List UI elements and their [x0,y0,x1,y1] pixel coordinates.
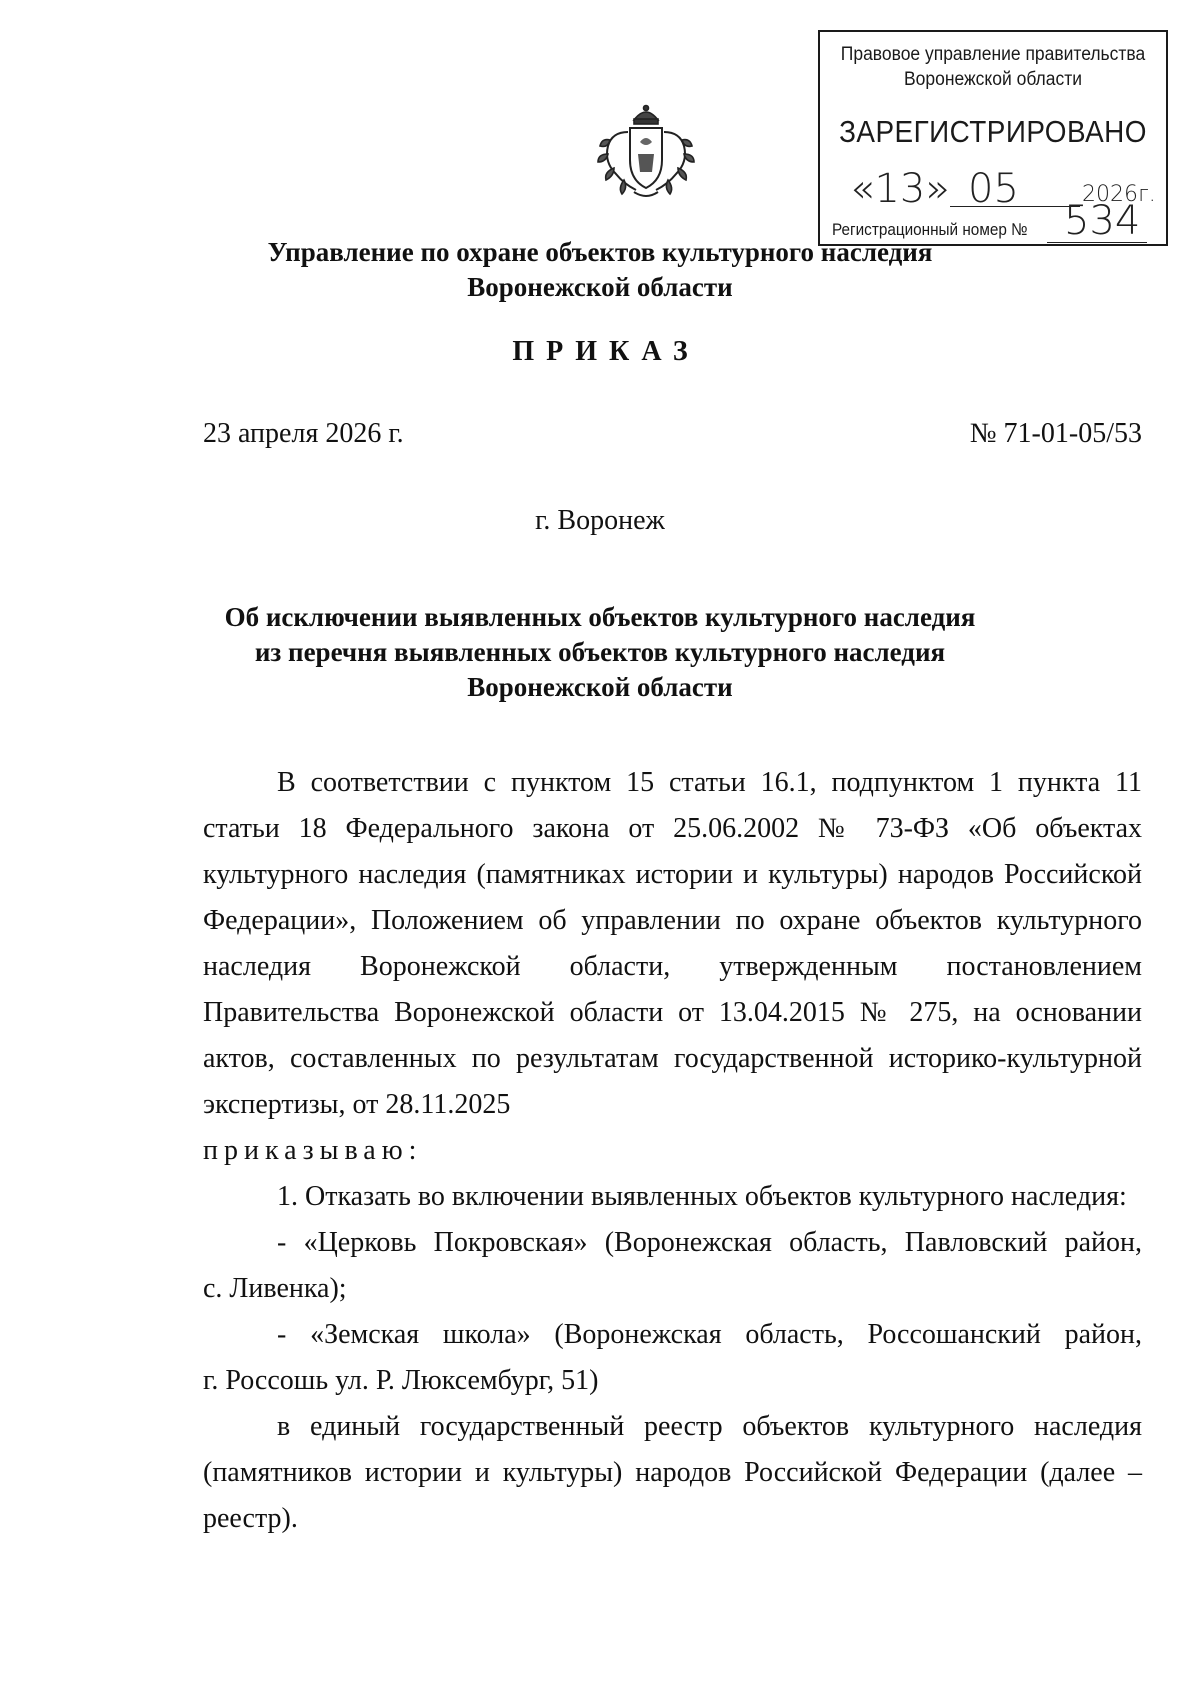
stamp-day: «13» [850,166,950,212]
stamp-org-line1: Правовое управление правительства [840,44,1146,65]
preamble-paragraph [203,760,1142,1128]
registration-stamp [818,30,1168,246]
document-number: № 71-01-05/53 [969,418,1142,449]
object-2-line: г. Россошь ул. Р. Люксембург, 51) [203,1365,599,1396]
conclusion-line: (памятников истории и культуры) народов Российской Федерации (далее – [203,1457,1142,1488]
title-line1: Об исключении выявленных объектов культурного наследия [224,602,976,632]
organization-name-line1: Управление по охране объектов культурного наследия [267,237,933,267]
object-1-line: - «Церковь Покровская» (Воронежская область, Павловский район, [277,1227,1142,1258]
document-type: ПРИКАЗ [512,336,700,367]
organization-name [0,235,1200,305]
preamble-line: экспертизы, от 28.11.2025 [203,1089,511,1120]
document-date: 23 апреля 2026 г. [203,418,404,449]
object-1-line: с. Ливенка); [203,1273,347,1304]
object-1 [203,1220,1142,1312]
stamp-title: ЗАРЕГИСТРИРОВАНО [839,114,1147,149]
stamp-reg-number: 534 [1064,198,1141,244]
stamp-reg-label: Регистрационный номер № [832,220,1028,239]
preamble-line: культурного наследия (памятниках истории и культуры) народов Российской [203,859,1142,890]
title-line2: из перечня выявленных объектов культурного наследия [254,637,946,667]
preamble-line: наследия Воронежской области, утвержденным постановлением [203,951,1142,982]
document-body [203,760,1142,1542]
item-1: 1. Отказать во включении выявленных объектов культурного наследия: [277,1181,1127,1212]
stamp-organization [834,42,1152,92]
title-line3: Воронежской области [467,672,733,702]
document-title [0,600,1200,705]
stamp-month-line [950,206,1080,207]
order-word: приказываю: [203,1135,423,1166]
preamble-line: В соответствии с пунктом 15 статьи 16.1, подпунктом 1 пункта 11 [277,767,1142,798]
stamp-month: 05 [968,166,1019,212]
stamp-year: 2026г. [1082,182,1156,207]
object-2-line: - «Земская школа» (Воронежская область, Россошанский район, [277,1319,1142,1350]
preamble-line: статьи 18 Федерального закона от 25.06.2002 № 73-ФЗ «Об объектах [203,813,1142,844]
object-2 [203,1312,1142,1404]
organization-name-line2: Воронежской области [467,272,733,302]
conclusion-line: в единый государственный реестр объектов культурного наследия [277,1411,1142,1442]
preamble-line: Правительства Воронежской области от 13.04.2015 № 275, на основании [203,997,1142,1028]
preamble-line: Федерации», Положением об управлении по охране объектов культурного [203,905,1142,936]
stamp-org-line2: Воронежской области [903,69,1082,90]
conclusion-line: реестр). [203,1503,298,1534]
document-city: г. Воронеж [535,505,665,536]
coat-of-arms-icon [594,102,698,202]
conclusion-paragraph [203,1404,1142,1542]
preamble-line: актов, составленных по результатам государственной историко-культурной [203,1043,1142,1074]
